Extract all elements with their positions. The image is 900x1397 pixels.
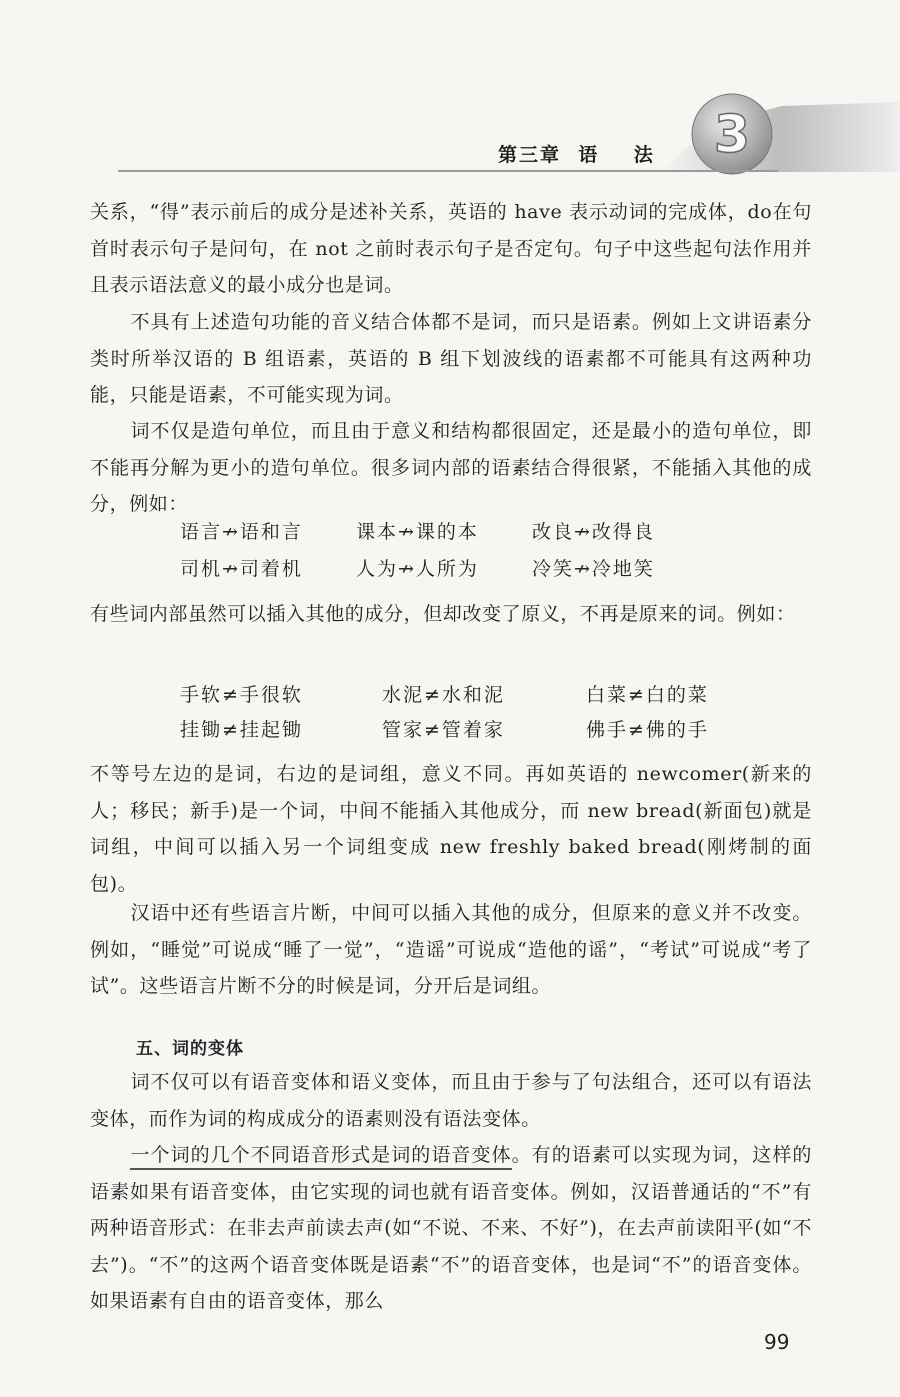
chapter-title: 第三章 语 法 [498, 144, 655, 166]
paragraph-8 [90, 1137, 812, 1320]
example-1-2: 课本↛课的本 [356, 521, 479, 543]
paragraph-2 [90, 304, 812, 414]
underlined-definition: 一个词的几个不同语音形式是词的语音变体 [130, 1144, 512, 1170]
chapter-badge [662, 84, 900, 184]
paragraph-3-text: 词不仅是造句单位，而且由于意义和结构都很固定，还是最小的造句单位，即不能再分解为更小的造句单位。很多词内部的语素结合得很紧，不能插入其他的成分，例如： [90, 420, 812, 515]
paragraph-7-text: 词不仅可以有语音变体和语义变体，而且由于参与了句法组合，还可以有语法变体，而作为词的构成成分的语素则没有语法变体。 [90, 1071, 812, 1130]
section-heading: 五、词的变体 [136, 1039, 244, 1059]
example-2-3: 白菜≠白的菜 [586, 684, 709, 706]
paragraph-6 [90, 895, 812, 1005]
example-2-6: 佛手≠佛的手 [586, 719, 709, 741]
paragraph-4 [90, 596, 812, 633]
page-number: 99 [764, 1330, 790, 1354]
paragraph-5-text: 不等号左边的是词，右边的是词组，意义不同。再如英语的 newcomer(新来的人；移民；新手)是一个词，中间不能插入其他成分，而 new bread(新面包)就是词组，中间可以插入另一个词组变成 new freshly baked bread(刚烤制的面包)。 [90, 763, 812, 895]
example-2-5: 管家≠管着家 [382, 719, 505, 741]
paragraph-1 [90, 194, 812, 304]
example-1-5: 人为↛人所为 [356, 558, 479, 580]
paragraph-5 [90, 756, 812, 902]
example-1-3: 改良↛改得良 [532, 521, 655, 543]
example-2-2: 水泥≠水和泥 [382, 684, 505, 706]
example-2-4: 挂锄≠挂起锄 [180, 719, 303, 741]
paragraph-3 [90, 413, 812, 523]
example-1-4: 司机↛司着机 [180, 558, 303, 580]
header-divider [118, 170, 778, 172]
chapter-number: 3 [713, 105, 751, 165]
example-1-1: 语言↛语和言 [180, 521, 303, 543]
example-1-6: 冷笑↛冷地笑 [532, 558, 655, 580]
paragraph-1-text: 关系，“得”表示前后的成分是述补关系，英语的 have 表示动词的完成体，do在句首时表示句子是问句，在 not 之前时表示句子是否定句。句子中这些起句法作用并且表示语法意义的最小成分也是词。 [90, 201, 812, 296]
paragraph-7 [90, 1064, 812, 1137]
paragraph-2-text: 不具有上述造句功能的音义结合体都不是词，而只是语素。例如上文讲语素分类时所举汉语的 B 组语素，英语的 B 组下划波线的语素都不可能具有这两种功能，只能是语素，不可能实现为词。 [90, 311, 812, 406]
paragraph-4-text: 有些词内部虽然可以插入其他的成分，但却改变了原义，不再是原来的词。例如： [90, 603, 796, 625]
paragraph-8-text: 。有的语素可以实现为词，这样的语素如果有语音变体，由它实现的词也就有语音变体。例如，汉语普通话的“不”有两种语音形式：在非去声前读去声(如“不说、不来、不好”)，在去声前读阳平(如“不去”)。“不”的这两个语音变体既是语素“不”的语音变体，也是词“不”的语音变体。如果语素有自由的语音变体，那么 [90, 1144, 812, 1312]
paragraph-6-text: 汉语中还有些语言片断，中间可以插入其他的成分，但原来的意义并不改变。例如，“睡觉”可说成“睡了一觉”，“造谣”可说成“造他的谣”，“考试”可说成“考了试”。这些语言片断不分的时候是词，分开后是词组。 [90, 902, 812, 997]
example-2-1: 手软≠手很软 [180, 684, 303, 706]
